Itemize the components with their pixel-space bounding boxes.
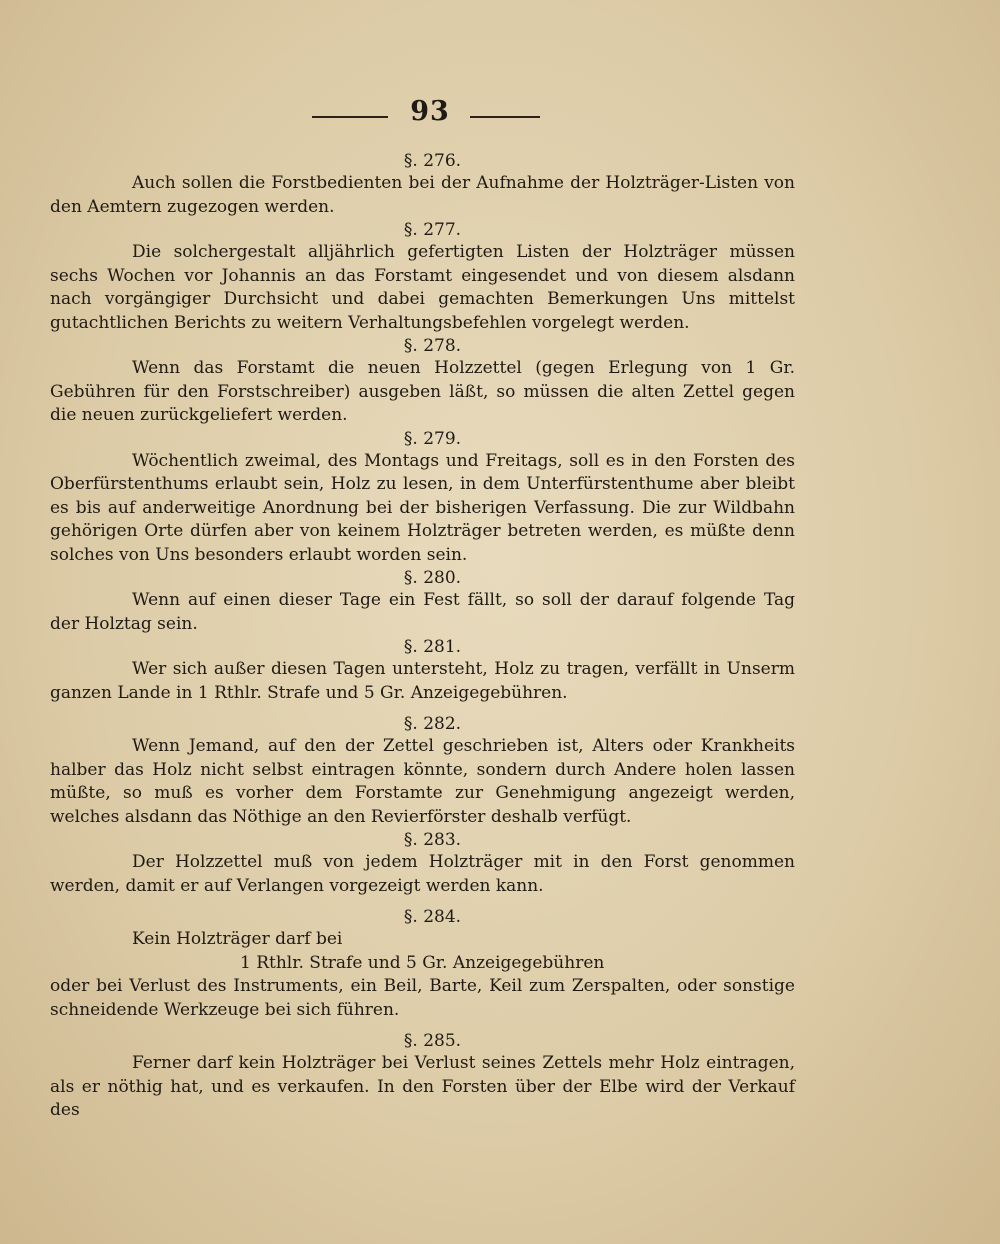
section-285 [50,1030,795,1123]
section-heading: §. 282. [403,714,462,734]
section-276 [50,150,795,219]
section-heading: §. 285. [403,1031,462,1051]
section-heading: §. 281. [403,637,462,657]
section-paragraph: Wöchentlich zweimal, des Montags und Freitags, soll es in den Forsten des Oberfürstenthums erlaubt sein, Holz zu lesen, in dem Unterfürstenthume aber bleibt es bis auf anderweitige Anordnung bei der bisherigen Verfassung. Die zur Wildbahn gehörigen Orte dürfen aber von keinem Holzträger betreten werden, es müßte denn solches von Uns besonders erlaubt worden sein. [50,450,795,565]
section-heading: §. 277. [403,220,462,240]
section-282 [50,713,795,829]
section-paragraph: Wenn das Forstamt die neuen Holzzettel (gegen Erlegung von 1 Gr. Gebühren für den Forstschreiber) ausgeben läßt, so müssen die alten Zettel gegen die neuen zurückgeliefert werden. [50,358,795,425]
section-278 [50,335,795,428]
page-header [0,92,1000,142]
section-heading: §. 279. [403,428,462,449]
section-284 [50,906,795,1022]
section-paragraph: Der Holzzettel muß von jedem Holzträger mit in den Forst genommen werden, damit er auf Verlangen vorgezeigt werden kann. [50,852,795,896]
body-text [50,150,795,1123]
section-paragraph: Wenn auf einen dieser Tage ein Fest fällt, so soll der darauf folgende Tag der Holztag sein. [50,590,795,634]
section-paragraph: Kein Holzträger darf bei [132,929,343,949]
section-continuation: oder bei Verlust des Instruments, ein Beil, Barte, Keil zum Zerspalten, oder sonstige schneidende Werkzeuge bei sich führen. [50,976,795,1020]
section-heading: §. 283. [403,830,462,850]
section-283 [50,829,795,898]
header-rule-right [470,116,540,118]
section-heading: §. 280. [403,568,462,588]
section-281 [50,636,795,705]
page-number: 93 [410,96,450,127]
section-heading: §. 278. [403,336,462,356]
section-279 [50,428,795,568]
section-280 [50,567,795,636]
section-paragraph: Auch sollen die Forstbedienten bei der Aufnahme der Holzträger-Listen von den Aemtern zugezogen werden. [50,173,795,217]
header-rule-left [312,116,388,118]
section-paragraph: Ferner darf kein Holzträger bei Verlust seines Zettels mehr Holz eintragen, als er nöthig hat, und es verkaufen. In den Forsten über der Elbe wird der Verkauf des [50,1053,795,1120]
section-paragraph: Wer sich außer diesen Tagen untersteht, Holz zu tragen, verfällt in Unserm ganzen Lande in 1 Rthlr. Strafe und 5 Gr. Anzeigegebühren. [50,659,795,703]
section-paragraph: Die solchergestalt alljährlich gefertigten Listen der Holzträger müssen sechs Wochen vor Johannis an das Forstamt eingesendet und von diesem alsdann nach vorgängiger Durchsicht und dabei gemachten Bemerkungen Uns mittelst gutachtlichen Berichts zu weitern Verhaltungsbefehlen vorgelegt werden. [50,242,795,333]
penalty-line: 1 Rthlr. Strafe und 5 Gr. Anzeigegebühren [240,952,605,973]
section-heading: §. 276. [403,151,462,171]
section-heading: §. 284. [403,907,462,927]
section-277 [50,219,795,335]
section-paragraph: Wenn Jemand, auf den der Zettel geschrieben ist, Alters oder Krankheits halber das Holz nicht selbst eintragen könnte, sondern durch Andere holen lassen müßte, so muß es vorher dem Forstamte zur Genehmigung angezeigt werden, welches alsdann das Nöthige an den Revierförster deshalb verfügt. [50,736,795,827]
